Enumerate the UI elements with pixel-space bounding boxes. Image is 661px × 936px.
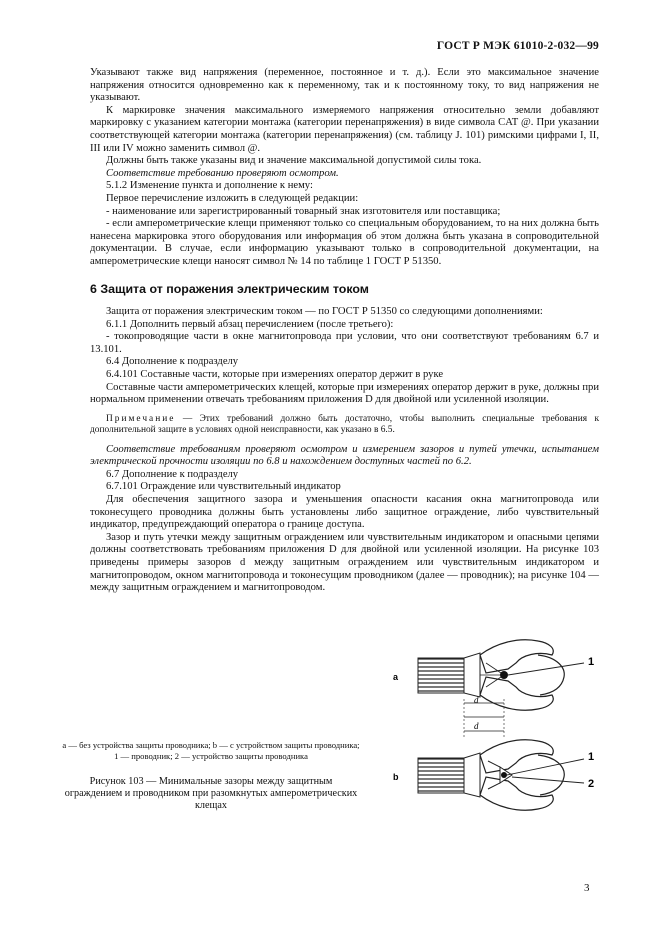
- handle-b: [418, 758, 464, 793]
- callout-line: [512, 777, 584, 783]
- figure-legend: a — без устройства защиты проводника; b — с устройством защиты проводника; 1 — проводник; 2 — устройство защиты проводника: [62, 740, 360, 761]
- callout-1: 1: [588, 751, 595, 763]
- guard-a: [464, 653, 480, 697]
- note-label: Примечание: [106, 413, 176, 424]
- clamp-figure: [388, 633, 610, 845]
- handle-a: [418, 658, 464, 693]
- jaw-lower-a: [480, 677, 553, 710]
- jaw-upper-a: [480, 640, 553, 673]
- paragraph: Первое перечисление изложить в следующей редакции:: [106, 192, 359, 204]
- dimension-d: d: [474, 721, 479, 731]
- callout-line: [507, 759, 584, 775]
- paragraph: Защита от поражения электрическим током — по ГОСТ Р 51350 со следующими дополнениями:: [106, 306, 543, 318]
- paragraph: Зазор и путь утечки между защитным ограждением или чувствительным индикатором и опасными цепями должны соответствовать требованиям приложения D для двойной или усиленной изоляции. На рисунке 103 приведены примеры зазоров d между защитным ограждением или чувствительным индикатором и магнитопроводом, окном магнитопровода и токонесущим проводником (далее — проводник); на рисунке 104 — между защитным ограждением и магнитопроводом.: [90, 531, 599, 594]
- figure-caption: Рисунок 103 — Минимальные зазоры между защитным ограждением и проводником при разомкнутых амперометрических клещах: [64, 776, 358, 811]
- jaw-lower-b: [480, 777, 553, 810]
- note-text: — Этих требований должно быть достаточно, чтобы выполнить специальные требования к дополнительной защите в условиях одной неисправности, как указано в 6.5.: [90, 413, 599, 436]
- compliance-note: Соответствие требованию проверяют осмотром.: [106, 167, 339, 179]
- paragraph: К маркировке значения максимального измеряемого напряжения относительно земли добавляют маркировку с указанием категории монтажа (категории перенапряжения) в виде символа CAT @. При указании соответствующей категории монтажа (категории перенапряжения) (см. таблицу J. 101) римскими цифрами I, II, III или IV можно заменить символ @.: [90, 104, 599, 154]
- clamp-b-drawing: [418, 740, 584, 810]
- clause-6-4-101: 6.4.101 Составные части, которые при измерениях оператор держит в руке: [106, 369, 444, 381]
- paragraph: Должны быть также указаны вид и значение максимальной допустимой силы тока.: [106, 155, 482, 167]
- clause-6-1-1: 6.1.1 Дополнить первый абзац перечислением (после третьего):: [106, 318, 394, 330]
- paragraph: Составные части амперометрических клещей, которые при измерениях оператор держит в руке, должны при нормальном применении отвечать требованиям приложения D для двойной или усиленной изоляции.: [90, 381, 599, 406]
- list-item: - наименование или зарегистрированный товарный знак изготовителя или поставщика;: [106, 205, 501, 217]
- callout-2: 2: [588, 778, 595, 790]
- body-text: [90, 67, 599, 595]
- standard-header: ГОСТ Р МЭК 61010-2-032—99: [436, 40, 599, 52]
- compliance-note: Соответствие требованиям проверяют осмотром и измерением зазоров и путей утечки, испытанием электрической прочности изоляции по 6.8 и нахождением доступных частей по 6.2.: [90, 443, 599, 468]
- callout-1: 1: [588, 656, 595, 668]
- note: [90, 414, 599, 437]
- paragraph: Указывают также вид напряжения (переменное, постоянное и т. д.). Если это максимальное значение напряжения относится одновременно как к переменному, так и к постоянному току, то вид напряжения не указывают.: [90, 67, 599, 104]
- clause-6-7: 6.7 Дополнение к подразделу: [106, 468, 239, 480]
- clause-5-1-2: 5.1.2 Изменение пункта и дополнение к нему:: [106, 180, 313, 192]
- figure-label-b: b: [393, 772, 399, 782]
- clause-6-7-101: 6.7.101 Ограждение или чувствительный индикатор: [106, 481, 341, 493]
- section-heading: 6 Защита от поражения электрическим током: [90, 281, 369, 296]
- clause-6-4: 6.4 Дополнение к подразделу: [106, 356, 239, 368]
- list-item: - токопроводящие части в окне магнитопровода при условии, что они соответствуют требованиям 6.7 и 13.101.: [90, 331, 599, 355]
- paragraph: Для обеспечения защитного зазора и уменьшения опасности касания окна магнитопровода или токонесущего проводника должны быть установлены либо защитное ограждение, либо чувствительный индикатор, предупреждающий оператора о границе доступа.: [90, 494, 599, 531]
- figure-label-a: a: [393, 672, 399, 682]
- callout-line: [508, 663, 584, 675]
- dimension-d: d: [474, 695, 479, 705]
- guard-b: [464, 753, 480, 797]
- clamp-a-drawing: [418, 640, 584, 737]
- page-number: 3: [584, 882, 590, 894]
- conductor-b: [501, 772, 507, 778]
- conductor-a: [500, 671, 508, 679]
- list-item: - если амперометрические клещи применяют только со специальным оборудованием, то на них должна быть нанесена маркировка этого оборудования или информация об этом должна быть указана в сопроводительной документации. В случае, если информацию указывают только в сопроводительной документации, на амперометрические клещи наносят символ № 14 по таблице 1 ГОСТ Р 51350.: [90, 218, 599, 267]
